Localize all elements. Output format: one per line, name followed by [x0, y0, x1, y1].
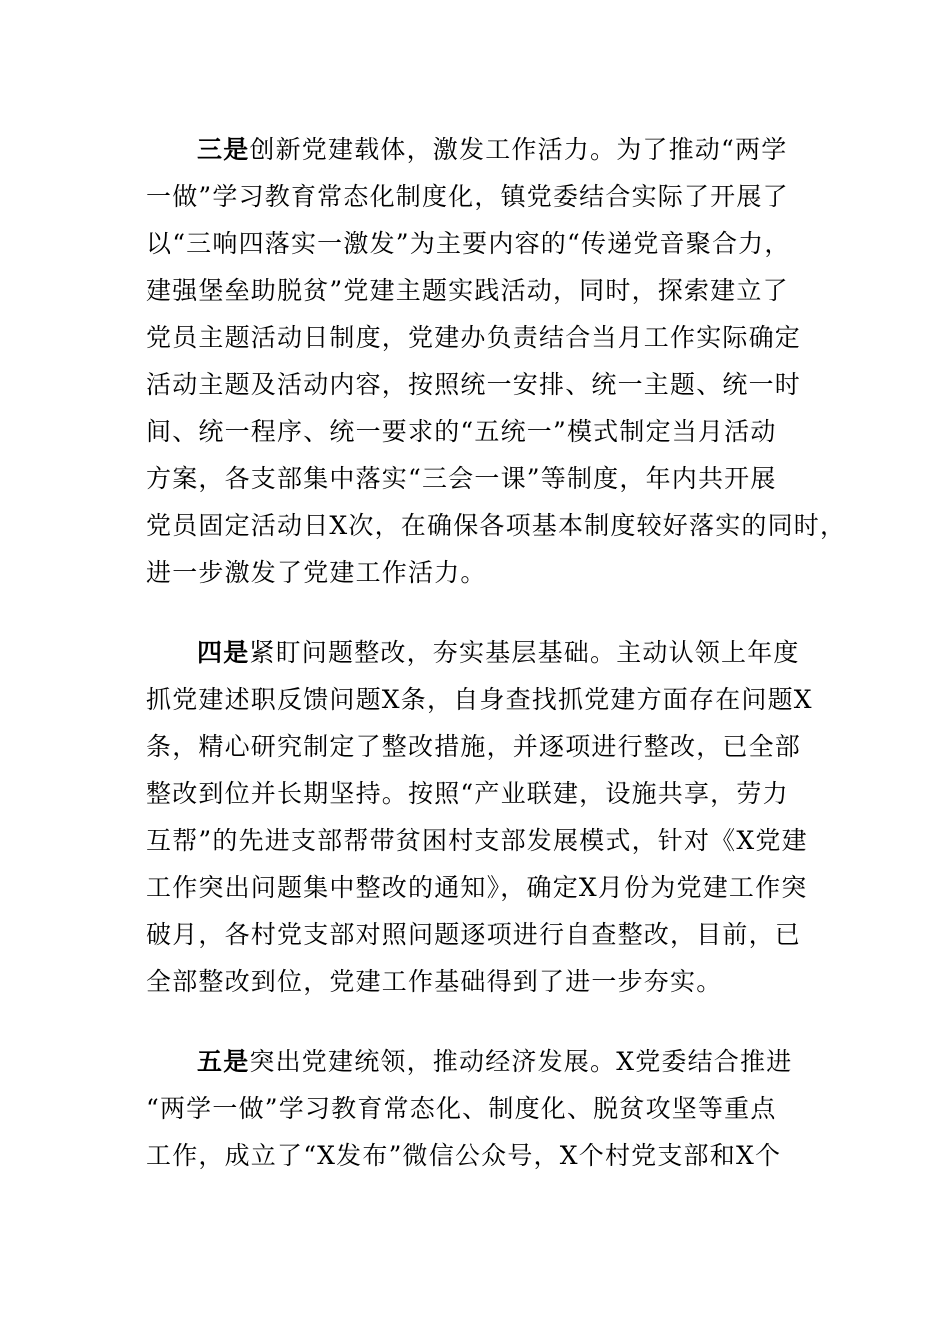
paragraph-1-line-4: 建强堡垒助脱贫”党建主题实践活动，同时，探索建立了	[146, 276, 789, 305]
paragraph-3-line-2: “两学一做”学习教育常态化、制度化、脱贫攻坚等重点	[146, 1094, 777, 1123]
paragraph-2-line-8: 全部整改到位，党建工作基础得到了进一步夯实。	[146, 967, 723, 996]
paragraph-1-line-5: 党员主题活动日制度，党建办负责结合当月工作实际确定	[146, 323, 802, 352]
paragraph-1-line-3: 以“三响四落实一激发”为主要内容的“传递党音聚合力，	[146, 229, 791, 258]
paragraph-3-line-1	[197, 1046, 792, 1078]
paragraph-2-line-1	[197, 637, 800, 669]
paragraph-3-lead: 五是	[197, 1047, 250, 1076]
paragraph-2-line-3: 条，精心研究制定了整改措施，并逐项进行整改，已全部	[146, 732, 802, 761]
paragraph-2-lead: 四是	[197, 638, 250, 667]
paragraph-2-text: 紧盯问题整改，夯实基层基础。主动认领上年度	[249, 638, 800, 667]
paragraph-2-line-6: 工作突出问题集中整改的通知》，确定X月份为党建工作突	[146, 873, 808, 902]
paragraph-1-lead: 三是	[197, 135, 250, 164]
paragraph-1-text: 创新党建载体，激发工作活力。为了推动“两学	[249, 135, 788, 164]
paragraph-1-line-8: 方案，各支部集中落实“三会一课”等制度，年内共开展	[146, 464, 777, 493]
paragraph-1-line-7: 间、统一程序、统一要求的“五统一”模式制定当月活动	[146, 417, 777, 446]
paragraph-1-line-2: 一做”学习教育常态化制度化，镇党委结合实际了开展了	[146, 182, 789, 211]
paragraph-3-line-3: 工作，成立了“X发布”微信公众号，X个村党支部和X个	[146, 1141, 782, 1170]
paragraph-2-line-2: 抓党建述职反馈问题X条，自身查找抓党建方面存在问题X	[146, 685, 813, 714]
paragraph-2-line-7: 破月，各村党支部对照问题逐项进行自查整改，目前，已	[146, 920, 802, 949]
paragraph-1-line-1	[197, 134, 787, 166]
paragraph-1-line-6: 活动主题及活动内容，按照统一安排、统一主题、统一时	[146, 370, 802, 399]
paragraph-2-line-4: 整改到位并长期坚持。按照“产业联建，设施共享，劳力	[146, 779, 789, 808]
paragraph-3-text: 突出党建统领，推动经济发展。X党委结合推进	[249, 1047, 793, 1076]
paragraph-2-line-5: 互帮”的先进支部帮带贫困村支部发展模式，针对《X党建	[146, 826, 808, 855]
paragraph-1-line-10: 进一步激发了党建工作活力。	[146, 558, 487, 587]
paragraph-1-line-9: 党员固定活动日X次，在确保各项基本制度较好落实的同时，	[146, 511, 847, 540]
